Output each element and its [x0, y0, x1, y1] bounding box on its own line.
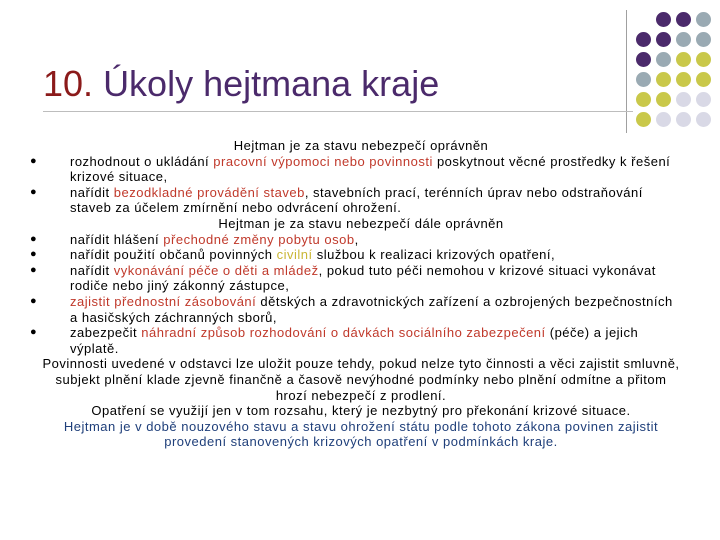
item-text: nařídit [70, 262, 114, 278]
decorative-dot [676, 92, 691, 107]
decorative-dot [656, 72, 671, 87]
bullet-item-3 [30, 231, 684, 248]
highlight-text: přechodné změny pobytu osob [163, 231, 355, 247]
bullet-item-6 [30, 293, 684, 325]
decorative-dot [696, 52, 711, 67]
decorative-dot [676, 32, 691, 47]
item-text: (péče) a jejich výplatě. [70, 325, 639, 356]
decorative-dot-grid [636, 12, 720, 132]
item-text: rozhodnout o ukládání [70, 153, 214, 169]
decorative-vertical-line [626, 10, 627, 133]
bullet-item-1 [30, 153, 684, 185]
bullet-item-7 [30, 325, 684, 356]
bullet-icon: ● [30, 248, 38, 261]
item-text: poskytnout věcné prostředky k řešení krizové situace, [70, 153, 671, 185]
intro-text-1: Hejtman je za stavu nebezpečí oprávněn [233, 138, 489, 153]
paragraph-1: Povinnosti uvedené v odstavci lze uložit pouze tehdy, pokud nelze tyto činnosti a věci zajistit smluvně, subjekt plnění klade zjevně finančně a časově nevýhodné podmínky nebo plnění odmítne a přitom hrozí nebezpečí z prodlení. [42, 356, 680, 403]
intro-text-2: Hejtman je za stavu nebezpečí dále oprávněn [218, 215, 504, 231]
title-number: 10. [43, 63, 94, 104]
decorative-dot [676, 12, 691, 27]
title-text: Úkoly hejtmana kraje [103, 63, 440, 104]
decorative-dot [696, 12, 711, 27]
item-text: nařídit hlášení [70, 231, 164, 247]
item-text: službou k realizaci krizových opatření, [312, 247, 556, 263]
decorative-dot [696, 112, 711, 127]
decorative-dot [636, 52, 651, 67]
highlight-text: civilní [276, 247, 313, 263]
item-text: dětských a zdravotnických zařízení a ozbrojených bezpečnostních a hasičských záchranných sborů, [70, 293, 673, 325]
decorative-dot [676, 112, 691, 127]
paragraph-2: Opatření se využijí jen v tom rozsahu, který je nezbytný pro překonání krizové situace. [91, 403, 631, 419]
item-text: , [354, 231, 359, 247]
title-divider [43, 111, 633, 112]
bullet-icon: ● [30, 263, 38, 276]
decorative-dot [676, 72, 691, 87]
page-title [43, 62, 439, 106]
decorative-dot [656, 112, 671, 127]
decorative-dot [656, 32, 671, 47]
highlight-text: pracovní výpomoci nebo povinnosti [213, 153, 433, 169]
item-text: nařídit [70, 184, 114, 200]
bullet-icon: ● [30, 232, 38, 245]
bullet-item-4 [30, 247, 684, 263]
bullet-icon: ● [30, 154, 38, 167]
decorative-dot [696, 92, 711, 107]
decorative-dot [636, 112, 651, 127]
paragraph-3: Hejtman je v době nouzového stavu a stavu ohrožení státu podle tohoto zákona povinen zajistit provedení stanovených krizových opatření v podmínkách kraje. [63, 418, 659, 450]
item-text: nařídit použití občanů povinných [70, 247, 277, 263]
item-text: , pokud tuto péči nemohou v krizové situaci vykonávat rodiče nebo jiný zákonný zástupce, [70, 262, 656, 294]
bullet-icon: ● [30, 294, 38, 307]
item-text: zabezpečit [70, 325, 142, 341]
bullet-item-2 [30, 184, 684, 216]
highlight-text: zajistit přednostní zásobování [70, 293, 257, 309]
decorative-dot [656, 92, 671, 107]
highlight-text: náhradní způsob rozhodování o dávkách sociálního zabezpečení [141, 325, 546, 341]
bullet-icon: ● [30, 326, 38, 339]
decorative-dot [676, 52, 691, 67]
item-text: , stavebních prací, terénních úprav nebo odstraňování staveb za účelem zmírnění nebo odvrácení ohrožení. [70, 184, 643, 216]
slide-content [30, 138, 684, 450]
decorative-dot [656, 12, 671, 27]
highlight-text: vykonávání péče o děti a mládež [113, 262, 319, 278]
bullet-item-5 [30, 262, 684, 294]
bullet-icon: ● [30, 185, 38, 198]
decorative-dot [656, 52, 671, 67]
decorative-dot [696, 72, 711, 87]
decorative-dot [636, 72, 651, 87]
decorative-dot [696, 32, 711, 47]
highlight-text: bezodkladné provádění staveb [113, 184, 305, 200]
decorative-dot [636, 32, 651, 47]
decorative-dot [636, 92, 651, 107]
